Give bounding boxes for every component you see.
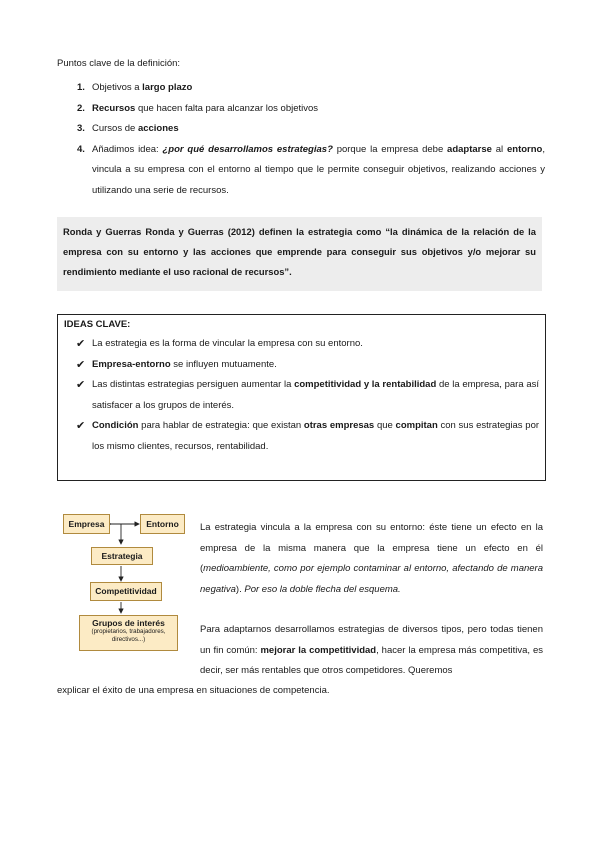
check-icon: ✔	[76, 358, 86, 371]
intro-text: Puntos clave de la definición:	[57, 58, 181, 69]
key-points-list	[57, 78, 545, 201]
paragraph-entorno: La estrategia vincula a la empresa con su entorno: éste tiene un efecto en la empresa de la misma manera que la empresa tiene un efecto en él (medioambiente, como por ejemplo contaminar al entorno, afectando de manera negativa). Por eso la doble flecha del esquema.	[200, 522, 543, 595]
key-ideas-heading: IDEAS CLAVE:	[64, 319, 131, 330]
definition-quote: Ronda y Guerras Ronda y Guerras (2012) definen la estrategia como “la dinámica de la relación de la empresa con su entorno y las acciones que emprende para conseguir sus objetivos y/o mejorar su rendimiento mediante el uso racional de recursos”.	[57, 217, 542, 291]
check-icon: ✔	[76, 420, 86, 432]
check-icon: ✔	[76, 379, 86, 391]
list-item: 1. Objetivos a largo plazo	[77, 82, 193, 93]
list-item: 3. Cursos de acciones	[77, 123, 179, 134]
diagram-grupos-title: Grupos de interés	[92, 618, 165, 628]
diagram-estrategia: Estrategia	[91, 547, 153, 565]
list-item: ✔ Condición para hablar de estrategia: que existan otras empresas que compitan con sus estrategias por los mismo clientes, recursos, rentabilidad.	[64, 416, 539, 457]
diagram-competitividad: Competitividad	[90, 582, 162, 601]
list-item: 2. Recursos que hacen falta para alcanzar los objetivos	[77, 102, 319, 114]
list-item: ✔ Empresa-entorno se influyen mutuamente.	[64, 355, 539, 376]
list-item: 4. Añadimos idea: ¿por qué desarrollamos estrategias? porque la empresa debe adaptarse al entorno, vincula a su empresa con el entorno al tiempo que le permite conseguir objetivos, realizando acciones y utilizando una serie de recursos.	[77, 143, 545, 196]
diagram-grupos-sub: (propietarios, trabajadores, directivos...)	[91, 628, 166, 643]
list-item: ✔ La estrategia es la forma de vincular la empresa con su entorno.	[64, 334, 539, 355]
diagram-entorno: Entorno	[140, 514, 185, 534]
diagram-grupos	[79, 615, 178, 651]
paragraph-conclusion: explicar el éxito de una empresa en situaciones de competencia.	[57, 685, 330, 696]
paragraph-competitividad: Para adaptarnos desarrollamos estrategias de diversos tipos, pero todas tienen un fin común: mejorar la competitividad, hacer la empresa más competitiva, es decir, ser más rentables que otros competidores. Queremos	[200, 624, 544, 676]
list-item: ✔ Las distintas estrategias persiguen aumentar la competitividad y la rentabilidad de la empresa, para así satisfacer a los grupos de interés.	[64, 375, 539, 416]
diagram-empresa: Empresa	[63, 514, 110, 534]
check-icon: ✔	[76, 338, 86, 350]
key-ideas-box	[57, 314, 546, 481]
